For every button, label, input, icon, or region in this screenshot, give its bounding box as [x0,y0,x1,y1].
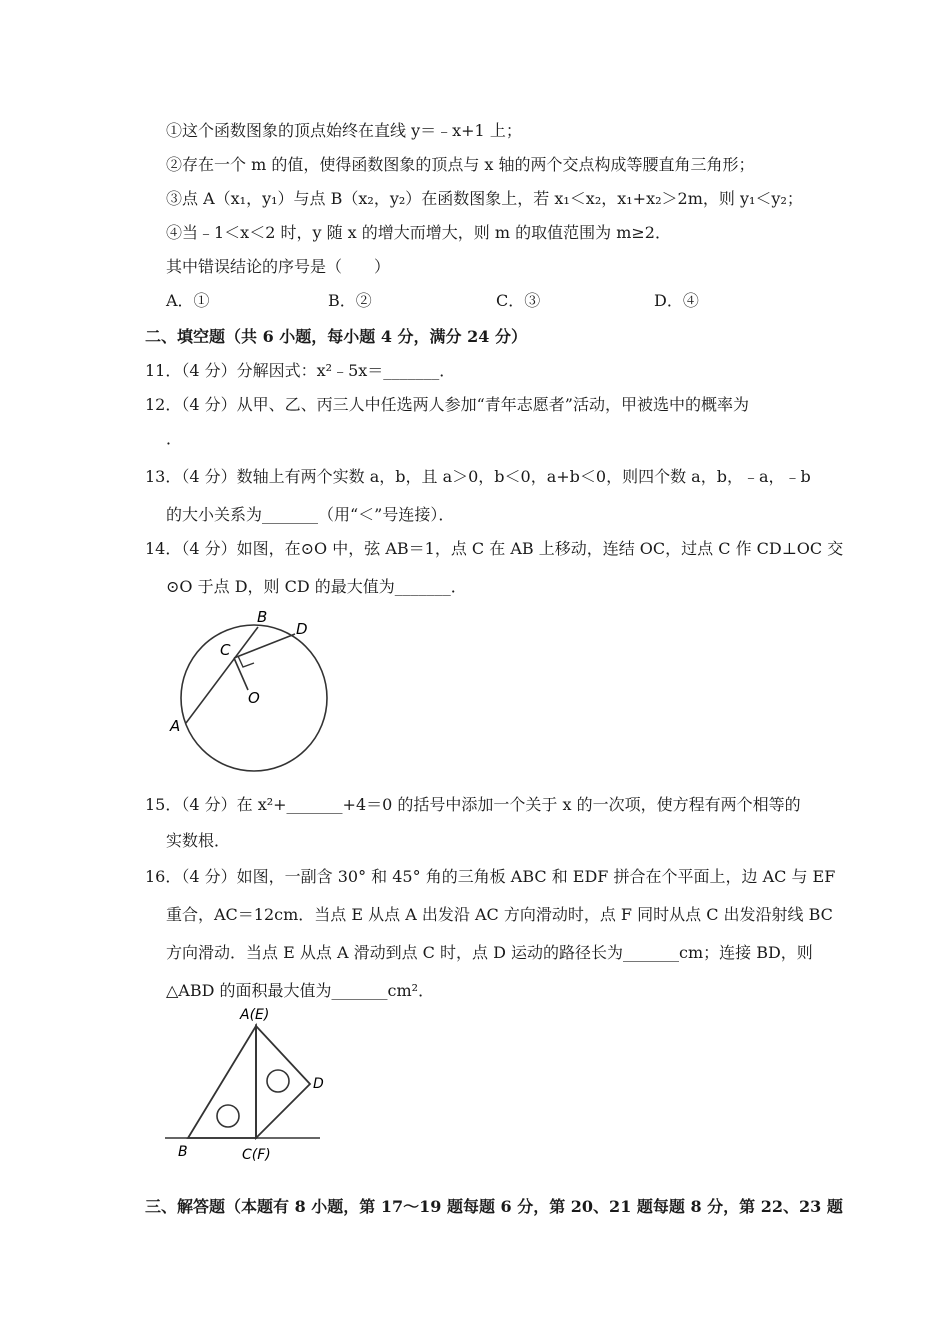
q16-triangle-edf [256,1026,310,1138]
q10-statement-2: ②存在一个 m 的值，使得函数图象的顶点与 x 轴的两个交点构成等腰直角三角形； [166,155,755,174]
q16-line-3: 方向滑动．当点 E 从点 A 滑动到点 C 时，点 D 运动的路径长为_______cm；连接 BD，则 [166,943,813,962]
q10-statement-3: ③点 A（x₁，y₁）与点 B（x₂，y₂）在函数图象上，若 x₁＜x₂，x₁+x₂＞2m，则 y₁＜y₂； [166,189,803,208]
q10-prompt: 其中错误结论的序号是（ ） [166,257,391,276]
q16-line-4: △ABD 的面积最大值为_______cm²． [166,981,435,1000]
q14-line-1: 14．（4 分）如图，在⊙O 中，弦 AB＝1，点 C 在 AB 上移动，连结 OC，过点 C 作 CD⊥OC 交 [145,539,844,558]
q16-label-a-e: A(E) [240,1007,270,1023]
q12-line-1: 12．（4 分）从甲、乙、丙三人中任选两人参加“青年志愿者”活动，甲被选中的概率为 [145,395,749,414]
q16-line-1: 16．（4 分）如图，一副含 30° 和 45° 角的三角板 ABC 和 EDF 拼合在个平面上，边 AC 与 EF [145,867,836,886]
q14-line-2: ⊙O 于点 D，则 CD 的最大值为_______． [166,577,467,596]
q15-line-1: 15．（4 分）在 x²+_______+4＝0 的括号中添加一个关于 x 的一次项，使方程有两个相等的 [145,795,801,814]
section-3-title: 三、解答题（本题有 8 小题，第 17～19 题每题 6 分，第 20、21 题每题 8 分，第 22、23 题 [145,1197,843,1216]
q13-line-2: 的大小关系为_______（用“＜”号连接）． [166,505,455,524]
q14-circle-figure [160,605,340,780]
q16-hole-abc [217,1105,239,1127]
q12-line-2: ． [166,429,183,448]
q16-label-c-f: C(F) [242,1147,271,1163]
q14-label-o: O [248,689,260,707]
q10-statement-4: ④当﹣1＜x＜2 时，y 随 x 的增大而增大，则 m 的取值范围为 m≥2． [166,223,671,242]
q16-line-2: 重合，AC＝12cm．当点 E 从点 A 出发沿 AC 方向滑动时，点 F 同时从点 C 出发沿射线 BC [166,905,833,924]
q16-triangle-abc [188,1026,256,1138]
q10-option-b: B．② [328,291,372,310]
q16-label-d: D [313,1076,324,1092]
q14-label-b: B [257,608,268,626]
section-2-title: 二、填空题（共 6 小题，每小题 4 分，满分 24 分） [145,327,527,346]
q15-line-2: 实数根． [166,831,231,850]
q14-right-angle-mark [238,656,254,667]
q14-label-c: C [220,641,231,659]
q16-hole-edf [267,1070,289,1092]
q10-option-d: D．④ [654,291,699,310]
q10-option-a: A．① [166,291,210,310]
q16-label-b: B [178,1144,188,1160]
q14-label-d: D [296,620,308,638]
q14-label-a: A [170,717,181,735]
q16-triangles-figure [160,1002,340,1167]
q13-line-1: 13．（4 分）数轴上有两个实数 a，b，且 a＞0，b＜0，a+b＜0，则四个数 a，b，﹣a，﹣b [145,467,811,486]
q10-statement-1: ①这个函数图象的顶点始终在直线 y＝﹣x+1 上； [166,121,522,140]
q10-option-c: C．③ [496,291,541,310]
q11-text: 11．（4 分）分解因式：x²﹣5x＝_______． [145,361,456,380]
